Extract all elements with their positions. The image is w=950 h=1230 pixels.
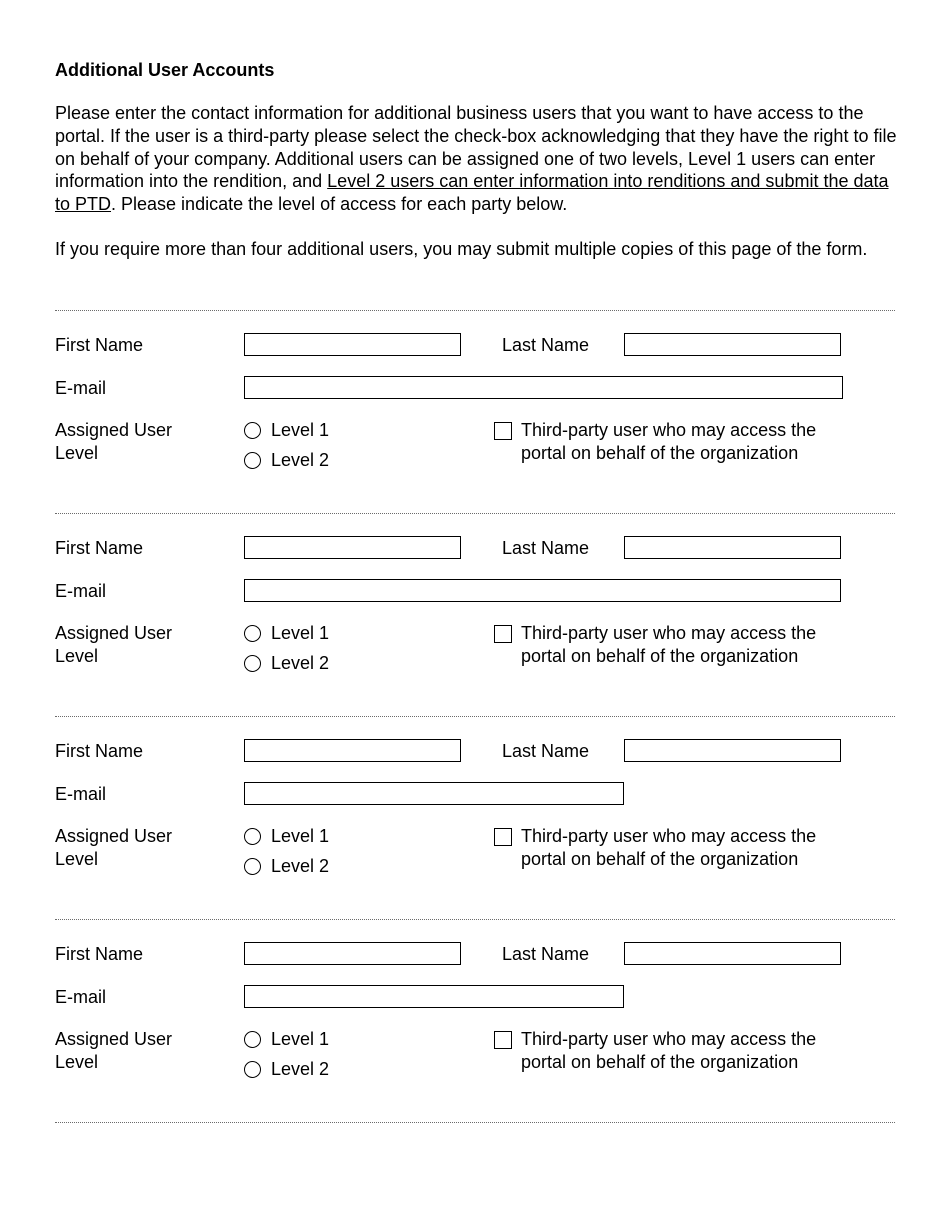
last-name-input[interactable] [624, 333, 841, 356]
last-name-label: Last Name [502, 335, 590, 355]
email-label: E-mail [55, 784, 107, 804]
level1-radio[interactable] [244, 625, 261, 642]
first-name-input[interactable] [244, 739, 461, 762]
level2-radio[interactable] [244, 1061, 261, 1078]
assigned-level-label-line1: Assigned User [55, 420, 173, 440]
third-party-label: Third-party user who may access the portal on behalf of the organization [521, 1029, 817, 1072]
third-party-checkbox[interactable] [494, 828, 512, 846]
divider [55, 513, 895, 514]
last-name-label: Last Name [502, 741, 590, 761]
assigned-level-label-line1: Assigned User [55, 826, 173, 846]
level2-option[interactable] [244, 855, 329, 877]
level1-option[interactable] [244, 419, 329, 441]
level2-option[interactable] [244, 1058, 329, 1080]
level2-label: Level 2 [271, 856, 330, 876]
level1-label: Level 1 [271, 1029, 330, 1049]
divider [55, 716, 895, 717]
level1-option[interactable] [244, 1028, 329, 1050]
level1-label: Level 1 [271, 826, 330, 846]
assigned-level-label-line2: Level [55, 1051, 99, 1072]
divider [55, 310, 895, 311]
assigned-level-label-line2: Level [55, 848, 99, 869]
assigned-level-label [55, 825, 172, 871]
user-block-1 [0, 322, 950, 512]
email-label: E-mail [55, 987, 107, 1007]
first-name-label: First Name [55, 538, 144, 558]
divider [55, 919, 895, 920]
level2-label: Level 2 [271, 1059, 330, 1079]
third-party-checkbox[interactable] [494, 1031, 512, 1049]
user-block-3 [0, 728, 950, 918]
level1-label: Level 1 [271, 623, 330, 643]
last-name-label: Last Name [502, 944, 590, 964]
last-name-label: Last Name [502, 538, 590, 558]
assigned-level-label-line1: Assigned User [55, 1029, 173, 1049]
assigned-level-label [55, 622, 172, 668]
email-label: E-mail [55, 581, 107, 601]
third-party-checkbox[interactable] [494, 422, 512, 440]
assigned-level-label-line2: Level [55, 442, 99, 463]
email-label: E-mail [55, 378, 107, 398]
level1-radio[interactable] [244, 1031, 261, 1048]
assigned-level-label-line2: Level [55, 645, 99, 666]
email-input[interactable] [244, 985, 624, 1008]
third-party-label: Third-party user who may access the portal on behalf of the organization [521, 826, 817, 869]
divider [55, 1122, 895, 1123]
first-name-label: First Name [55, 741, 144, 761]
third-party-label: Third-party user who may access the portal on behalf of the organization [521, 420, 817, 463]
level1-option[interactable] [244, 622, 329, 644]
user-block-2 [0, 525, 950, 715]
level2-radio[interactable] [244, 858, 261, 875]
user-block-4 [0, 931, 950, 1121]
assigned-level-label [55, 1028, 172, 1074]
last-name-input[interactable] [624, 942, 841, 965]
intro-text: Please enter the contact information for additional business users that you want to have access to the portal. If the user is a third-party please select the check-box acknowledging that they have the right to file on behalf of your company. Additional users can be assigned one of two levels, Level 1 users can enter information into the rendition, and [55, 103, 897, 192]
email-input[interactable] [244, 579, 841, 602]
assigned-level-label [55, 419, 172, 465]
level2-radio[interactable] [244, 655, 261, 672]
email-input[interactable] [244, 782, 624, 805]
first-name-input[interactable] [244, 333, 461, 356]
first-name-label: First Name [55, 335, 144, 355]
last-name-input[interactable] [624, 739, 841, 762]
page-title: Additional User Accounts [55, 60, 275, 80]
level2-radio[interactable] [244, 452, 261, 469]
copies-note: If you require more than four additional users, you may submit multiple copies of this page of the form. [55, 239, 868, 259]
third-party-checkbox[interactable] [494, 625, 512, 643]
first-name-label: First Name [55, 944, 144, 964]
first-name-input[interactable] [244, 536, 461, 559]
level2-option[interactable] [244, 652, 329, 674]
level1-radio[interactable] [244, 422, 261, 439]
level1-label: Level 1 [271, 420, 330, 440]
level1-radio[interactable] [244, 828, 261, 845]
level2-label: Level 2 [271, 653, 330, 673]
first-name-input[interactable] [244, 942, 461, 965]
last-name-input[interactable] [624, 536, 841, 559]
email-input[interactable] [244, 376, 843, 399]
level2-option[interactable] [244, 449, 329, 471]
intro-underlined-text: Level 2 users can enter information into renditions and submit the data to PTD [55, 171, 889, 215]
level2-label: Level 2 [271, 450, 330, 470]
intro-text-end: . Please indicate the level of access for each party below. [111, 194, 568, 215]
intro-paragraph [55, 102, 900, 216]
level1-option[interactable] [244, 825, 329, 847]
assigned-level-label-line1: Assigned User [55, 623, 173, 643]
third-party-label: Third-party user who may access the portal on behalf of the organization [521, 623, 817, 666]
